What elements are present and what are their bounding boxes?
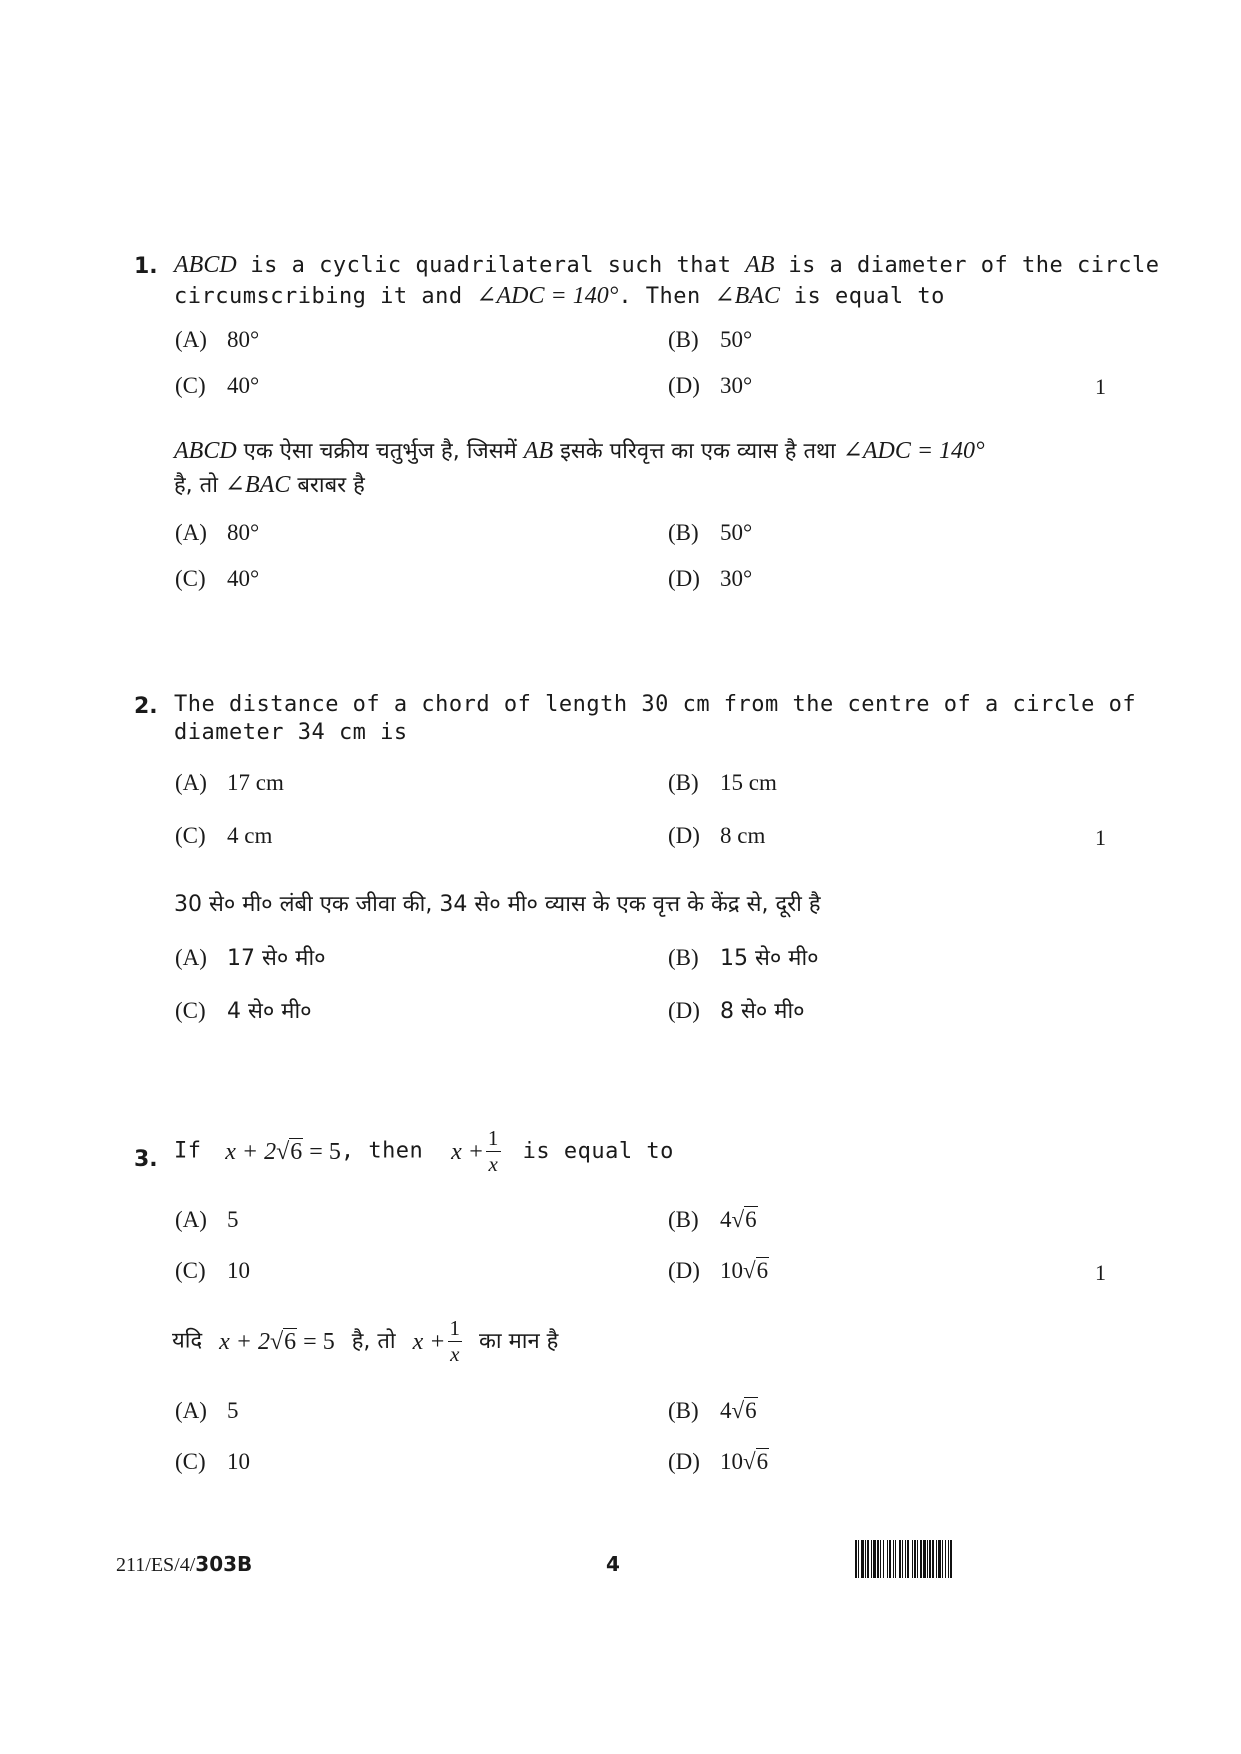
option-a: (A) 5 bbox=[175, 1207, 239, 1232]
option-d: (D) 10√6 bbox=[668, 1449, 769, 1474]
marks: 1 bbox=[1095, 825, 1106, 850]
question-2-text-hi: 30 से० मी० लंबी एक जीवा की, 34 से० मी० व्यास के एक वृत्त के केंद्र से, दूरी है bbox=[174, 892, 821, 917]
option-d: (D) 30° bbox=[668, 566, 753, 591]
paper-code: 211/ES/4/303B bbox=[116, 1552, 253, 1576]
question-1-text-en-line1: ABCD is a cyclic quadrilateral such that AB is a diameter of the circle bbox=[174, 252, 1160, 278]
sqrt-symbol: √6 bbox=[276, 1138, 303, 1165]
sqrt-symbol: √6 bbox=[731, 1207, 757, 1232]
option-b: (B) 50° bbox=[668, 520, 753, 545]
option-b: (B) 4√6 bbox=[668, 1207, 757, 1232]
sqrt-symbol: √6 bbox=[743, 1449, 769, 1474]
question-2-text-en-line2: diameter 34 cm is bbox=[174, 720, 408, 745]
page-number: 4 bbox=[606, 1552, 620, 1576]
option-d: (D) 8 cm bbox=[668, 823, 766, 848]
equation: x + 2√6 = 5 bbox=[225, 1138, 341, 1165]
option-c: (C) 10 bbox=[175, 1449, 250, 1474]
barcode-icon bbox=[855, 1540, 1117, 1578]
question-2-text-en-line1: The distance of a chord of length 30 cm from the centre of a circle of bbox=[174, 692, 1137, 717]
question-number: 1. bbox=[134, 254, 158, 279]
option-a: (A) 80° bbox=[175, 520, 260, 545]
option-a: (A) 80° bbox=[175, 327, 260, 352]
marks: 1 bbox=[1095, 1260, 1106, 1285]
option-a: (A) 5 bbox=[175, 1398, 239, 1423]
question-3-text-en: If x + 2√6 = 5, then x + $\frac{1}{x}$ is equal to bbox=[174, 1126, 674, 1176]
option-c: (C) 4 cm bbox=[175, 823, 273, 848]
sqrt-symbol: √6 bbox=[270, 1328, 297, 1355]
option-c: (C) 40° bbox=[175, 566, 260, 591]
sqrt-symbol: √6 bbox=[743, 1258, 769, 1283]
question-number: 3. bbox=[134, 1147, 158, 1172]
option-b: (B) 50° bbox=[668, 327, 753, 352]
question-1-text-hi-line1: ABCD एक ऐसा चक्रीय चतुर्भुज है, जिसमें AB इसके परिवृत्त का एक व्यास है तथा ∠ADC = 140° bbox=[174, 438, 985, 464]
question-3-text-hi: यदि x + 2√6 = 5 है, तो x + $\frac{1}{x}$ का मान है bbox=[172, 1316, 559, 1366]
option-a: (A) 17 cm bbox=[175, 770, 284, 795]
option-c: (C) 40° bbox=[175, 373, 260, 398]
option-b: (B) 15 से० मी० bbox=[668, 945, 819, 971]
equation: x + 2√6 = 5 bbox=[219, 1328, 335, 1355]
option-b: (B) 15 cm bbox=[668, 770, 777, 795]
fraction: $\frac{1}{x}$ bbox=[487, 1126, 499, 1176]
option-c: (C) 10 bbox=[175, 1258, 250, 1283]
option-d: (D) 10√6 bbox=[668, 1258, 769, 1283]
question-number: 2. bbox=[134, 694, 158, 719]
option-c: (C) 4 से० मी० bbox=[175, 998, 312, 1024]
fraction: $\frac{1}{x}$ bbox=[449, 1316, 460, 1366]
option-d: (D) 8 से० मी० bbox=[668, 998, 805, 1024]
option-b: (B) 4√6 bbox=[668, 1398, 757, 1423]
option-d: (D) 30° bbox=[668, 373, 753, 398]
sqrt-symbol: √6 bbox=[731, 1398, 757, 1423]
marks: 1 bbox=[1095, 374, 1106, 399]
option-a: (A) 17 से० मी० bbox=[175, 945, 326, 971]
question-1-text-hi-line2: है, तो ∠BAC बराबर है bbox=[174, 472, 365, 498]
question-1-text-en-line2: circumscribing it and ∠ADC = 140°. Then ∠BAC is equal to bbox=[174, 283, 945, 309]
